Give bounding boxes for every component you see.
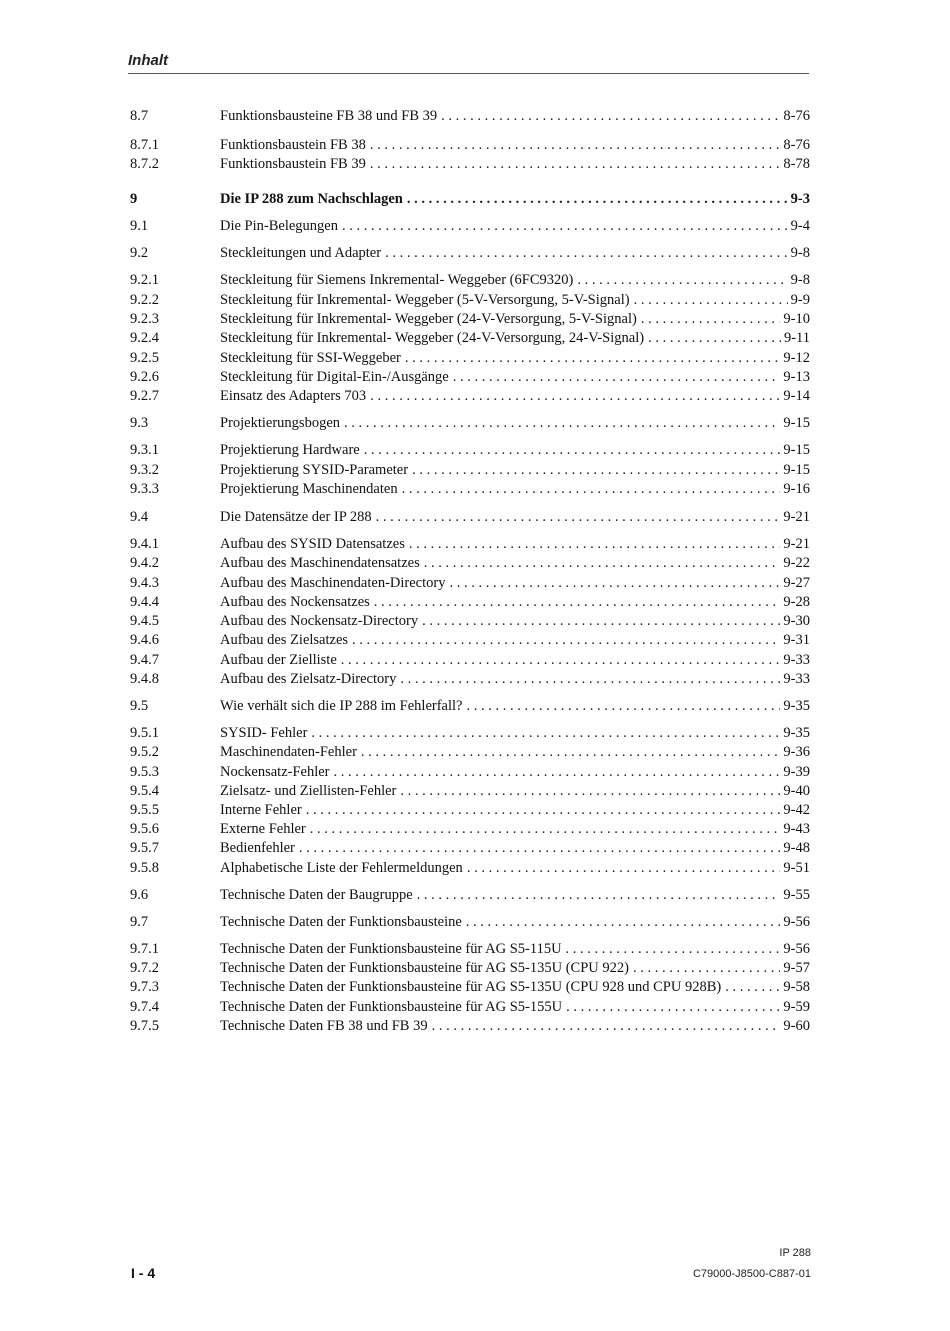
toc-entry-line <box>220 107 810 125</box>
toc-entry-title: Maschinendaten-Fehler <box>220 744 357 760</box>
toc-entry-page: 9-21 <box>783 509 810 525</box>
toc-entry-line <box>220 839 810 857</box>
toc-entry-page: 8-76 <box>783 137 810 153</box>
toc-entry-number: 8.7 <box>130 108 149 124</box>
toc-entry-line <box>220 190 810 208</box>
toc-entry-number: 9.3 <box>130 415 149 431</box>
toc-entry[interactable] <box>0 998 950 1016</box>
dot-leader <box>424 554 781 572</box>
toc-entry[interactable] <box>0 244 950 262</box>
toc-entry-number: 9.4.7 <box>130 652 159 668</box>
toc-entry[interactable] <box>0 461 950 479</box>
dot-leader <box>566 998 780 1016</box>
toc-entry-number: 9.5 <box>130 698 149 714</box>
toc-entry-title: Alphabetische Liste der Fehlermeldungen <box>220 860 463 876</box>
toc-entry[interactable] <box>0 724 950 742</box>
dot-leader <box>400 782 780 800</box>
toc-entry[interactable] <box>0 697 950 715</box>
toc-entry[interactable] <box>0 651 950 669</box>
toc-entry-page: 9-55 <box>783 887 810 903</box>
toc-entry-title: Projektierungsbogen <box>220 415 341 431</box>
toc-entry-title: Steckleitung für Inkremental- Weggeber (24-V-Versorgung, 5-V-Signal) <box>220 311 637 327</box>
toc-entry-title: Projektierung Hardware <box>220 442 360 458</box>
product-name: IP 288 <box>779 1247 811 1259</box>
toc-entry-number: 9.7.1 <box>130 941 159 957</box>
toc-entry[interactable] <box>0 574 950 592</box>
toc-entry-title: Funktionsbaustein FB 39 <box>220 156 366 172</box>
footer-identifier <box>693 1243 811 1285</box>
dot-leader <box>361 743 781 761</box>
toc-entry-number: 9.3.1 <box>130 442 159 458</box>
toc-entry-title: Funktionsbaustein FB 38 <box>220 137 366 153</box>
dot-leader <box>417 886 781 904</box>
toc-entry[interactable] <box>0 886 950 904</box>
toc-entry-line <box>220 329 810 347</box>
toc-entry-number: 9.4.2 <box>130 555 159 571</box>
toc-entry-number: 9.2.6 <box>130 369 159 385</box>
toc-entry-number: 9.4.3 <box>130 575 159 591</box>
toc-entry-number: 9.2.4 <box>130 330 159 346</box>
toc-entry-line <box>220 508 810 526</box>
toc-entry-number: 9.3.3 <box>130 481 159 497</box>
dot-leader <box>432 1017 781 1035</box>
toc-entry-line <box>220 612 810 630</box>
toc-entry[interactable] <box>0 940 950 958</box>
toc-entry-line <box>220 940 810 958</box>
toc-entry[interactable] <box>0 155 950 173</box>
toc-entry-title: Aufbau des Nockensatz-Directory <box>220 613 419 629</box>
toc-entry-title: Technische Daten der Funktionsbausteine für AG S5-135U (CPU 928 und CPU 928B) <box>220 979 722 995</box>
toc-entry-page: 9-40 <box>783 783 810 799</box>
toc-entry[interactable] <box>0 859 950 877</box>
toc-entry-number: 9.5.7 <box>130 840 159 856</box>
toc-entry-title: Technische Daten der Baugruppe <box>220 887 413 903</box>
toc-entry-line <box>220 820 810 838</box>
toc-entry-title: SYSID- Fehler <box>220 725 308 741</box>
toc-entry-page: 9-39 <box>783 764 810 780</box>
toc-entry-title: Wie verhält sich die IP 288 im Fehlerfall? <box>220 698 463 714</box>
dot-leader <box>634 291 788 309</box>
toc-entry-line <box>220 670 810 688</box>
toc-entry[interactable] <box>0 508 950 526</box>
toc-entry-line <box>220 913 810 931</box>
toc-entry[interactable] <box>0 441 950 459</box>
dot-leader <box>441 107 780 125</box>
toc-entry-page: 9-11 <box>783 330 810 346</box>
toc-entry-page: 9-35 <box>783 698 810 714</box>
toc-entry[interactable] <box>0 670 950 688</box>
toc-entry-title: Einsatz des Adapters 703 <box>220 388 367 404</box>
toc-entry-page: 9-4 <box>790 218 810 234</box>
toc-entry-title: Aufbau des Maschinendaten-Directory <box>220 575 446 591</box>
toc-entry-page: 9-16 <box>783 481 810 497</box>
toc-entry-page: 9-9 <box>790 292 810 308</box>
toc-entry-line <box>220 155 810 173</box>
toc-entry-line <box>220 801 810 819</box>
toc-entry-page: 9-8 <box>790 245 810 261</box>
dot-leader <box>376 508 781 526</box>
toc-entry-page: 9-10 <box>783 311 810 327</box>
toc-entry-number: 9.4.6 <box>130 632 159 648</box>
toc-entry[interactable] <box>0 368 950 386</box>
dot-leader <box>633 959 780 977</box>
toc-entry-title: Technische Daten FB 38 und FB 39 <box>220 1018 428 1034</box>
header-rule <box>128 73 809 74</box>
toc-entry[interactable] <box>0 329 950 347</box>
toc-entry-number: 9.2 <box>130 245 149 261</box>
toc-entry-page: 9-15 <box>783 415 810 431</box>
toc-entry-page: 9-31 <box>783 632 810 648</box>
toc-entry-title: Aufbau des Maschinendatensatzes <box>220 555 420 571</box>
toc-entry-title: Bedienfehler <box>220 840 295 856</box>
dot-leader <box>342 217 788 235</box>
dot-leader <box>566 940 781 958</box>
toc-entry-title: Steckleitungen und Adapter <box>220 245 382 261</box>
dot-leader <box>577 271 787 289</box>
toc-entry[interactable] <box>0 743 950 761</box>
toc-entry-page: 9-15 <box>783 442 810 458</box>
toc-entry-page: 9-58 <box>783 979 810 995</box>
toc-entry-title: Steckleitung für Inkremental- Weggeber (24-V-Versorgung, 24-V-Signal) <box>220 330 645 346</box>
toc-entry-number: 9.4.4 <box>130 594 159 610</box>
dot-leader <box>341 651 781 669</box>
toc-entry-line <box>220 978 810 996</box>
toc-entry-title: Aufbau der Zielliste <box>220 652 337 668</box>
toc-entry-page: 9-56 <box>783 941 810 957</box>
toc-entry-number: 9.7.2 <box>130 960 159 976</box>
toc-entry-line <box>220 631 810 649</box>
dot-leader <box>725 978 780 996</box>
toc-entry-line <box>220 1017 810 1035</box>
dot-leader <box>344 414 780 432</box>
toc-entry-title: Aufbau des Nockensatzes <box>220 594 370 610</box>
toc-entry-number: 9.6 <box>130 887 149 903</box>
toc-entry-page: 9-8 <box>790 272 810 288</box>
toc-entry[interactable] <box>0 387 950 405</box>
dot-leader <box>449 574 780 592</box>
toc-entry-line <box>220 959 810 977</box>
toc-entry[interactable] <box>0 839 950 857</box>
toc-entry-number: 9.7.5 <box>130 1018 159 1034</box>
toc-entry-page: 9-3 <box>790 191 810 207</box>
toc-entry-title: Steckleitung für SSI-Weggeber <box>220 350 401 366</box>
dot-leader <box>422 612 780 630</box>
toc-entry[interactable] <box>0 107 950 125</box>
toc-entry-title: Technische Daten der Funktionsbausteine <box>220 914 462 930</box>
toc-entry[interactable] <box>0 414 950 432</box>
toc-entry-page: 9-36 <box>783 744 810 760</box>
dot-leader <box>405 349 781 367</box>
toc-entry[interactable] <box>0 782 950 800</box>
toc-entry-line <box>220 136 810 154</box>
toc-entry-page: 9-60 <box>783 1018 810 1034</box>
toc-entry-line <box>220 291 810 309</box>
toc-entry-line <box>220 387 810 405</box>
toc-entry-title: Externe Fehler <box>220 821 306 837</box>
toc-entry-title: Die Datensätze der IP 288 <box>220 509 372 525</box>
toc-entry-number: 9.4.5 <box>130 613 159 629</box>
toc-entry-page: 9-59 <box>783 999 810 1015</box>
toc-entry-page: 9-51 <box>783 860 810 876</box>
dot-leader <box>364 441 781 459</box>
toc-entry[interactable] <box>0 217 950 235</box>
toc-entry-number: 9.4.1 <box>130 536 159 552</box>
toc-entry-number: 9.5.1 <box>130 725 159 741</box>
toc-entry-page: 9-27 <box>783 575 810 591</box>
toc-entry-page: 9-42 <box>783 802 810 818</box>
toc-entry-title: Aufbau des SYSID Datensatzes <box>220 536 405 552</box>
toc-entry-title: Projektierung SYSID-Parameter <box>220 462 409 478</box>
toc-entry-line <box>220 651 810 669</box>
toc-entry-title: Steckleitung für Siemens Inkremental- Weggeber (6FC9320) <box>220 272 574 288</box>
toc-entry-number: 9 <box>130 191 138 207</box>
toc-entry[interactable] <box>0 820 950 838</box>
dot-leader <box>370 155 781 173</box>
toc-entry-line <box>220 743 810 761</box>
toc-entry-number: 9.5.8 <box>130 860 159 876</box>
toc-entry[interactable] <box>0 801 950 819</box>
toc-entry-line <box>220 271 810 289</box>
toc-entry[interactable] <box>0 136 950 154</box>
toc-entry-page: 9-33 <box>783 652 810 668</box>
toc-entry[interactable] <box>0 190 950 208</box>
toc-entry-line <box>220 554 810 572</box>
toc-entry-title: Zielsatz- und Ziellisten-Fehler <box>220 783 397 799</box>
dot-leader <box>306 801 781 819</box>
toc-entry-number: 8.7.2 <box>130 156 159 172</box>
toc-entry-page: 9-57 <box>783 960 810 976</box>
toc-entry[interactable] <box>0 612 950 630</box>
toc-entry[interactable] <box>0 959 950 977</box>
toc-entry[interactable] <box>0 978 950 996</box>
toc-entry-number: 9.2.7 <box>130 388 159 404</box>
toc-entry-title: Technische Daten der Funktionsbausteine für AG S5-155U <box>220 999 563 1015</box>
toc-entry-number: 9.5.2 <box>130 744 159 760</box>
toc-entry-page: 9-28 <box>783 594 810 610</box>
toc-entry-line <box>220 998 810 1016</box>
dot-leader <box>453 368 781 386</box>
toc-entry-title: Die IP 288 zum Nachschlagen <box>220 191 403 207</box>
toc-entry-number: 9.2.1 <box>130 272 159 288</box>
dot-leader <box>641 310 781 328</box>
toc-entry-number: 9.5.5 <box>130 802 159 818</box>
toc-entry[interactable] <box>0 593 950 611</box>
toc-entry-line <box>220 886 810 904</box>
toc-entry-page: 9-56 <box>783 914 810 930</box>
toc-entry[interactable] <box>0 631 950 649</box>
dot-leader <box>467 859 781 877</box>
toc-entry-page: 9-21 <box>783 536 810 552</box>
toc-entry-line <box>220 480 810 498</box>
page-header-title: Inhalt <box>128 52 168 69</box>
toc-entry-title: Aufbau des Zielsatz-Directory <box>220 671 397 687</box>
dot-leader <box>352 631 780 649</box>
toc-entry-number: 9.7.3 <box>130 979 159 995</box>
toc-entry-number: 9.5.6 <box>130 821 159 837</box>
toc-entry-number: 9.7.4 <box>130 999 159 1015</box>
dot-leader <box>407 190 788 208</box>
dot-leader <box>412 461 780 479</box>
toc-entry-page: 9-35 <box>783 725 810 741</box>
dot-leader <box>648 329 781 347</box>
dot-leader <box>299 839 781 857</box>
toc-entry-page: 8-78 <box>783 156 810 172</box>
toc-entry-line <box>220 414 810 432</box>
toc-entry-line <box>220 763 810 781</box>
toc-entry-title: Nockensatz-Fehler <box>220 764 330 780</box>
toc-entry[interactable] <box>0 913 950 931</box>
toc-entry-line <box>220 782 810 800</box>
toc-entry-line <box>220 217 810 235</box>
toc-entry-line <box>220 859 810 877</box>
toc-entry-title: Interne Fehler <box>220 802 302 818</box>
toc-entry-line <box>220 697 810 715</box>
toc-entry-page: 9-22 <box>783 555 810 571</box>
toc-entry-page: 9-48 <box>783 840 810 856</box>
toc-entry-page: 9-43 <box>783 821 810 837</box>
dot-leader <box>334 763 781 781</box>
dot-leader <box>311 724 780 742</box>
toc-entry[interactable] <box>0 1017 950 1035</box>
toc-entry-line <box>220 724 810 742</box>
dot-leader <box>409 535 781 553</box>
dot-leader <box>370 387 780 405</box>
toc-entry-page: 8-76 <box>783 108 810 124</box>
dot-leader <box>467 697 781 715</box>
toc-entry-title: Technische Daten der Funktionsbausteine für AG S5-115U <box>220 941 562 957</box>
toc-entry-number: 9.4.8 <box>130 671 159 687</box>
toc-entry-number: 9.1 <box>130 218 149 234</box>
toc-entry-number: 9.2.3 <box>130 311 159 327</box>
page-number: I - 4 <box>131 1265 156 1281</box>
toc-entry-page: 9-13 <box>783 369 810 385</box>
toc-entry-number: 9.5.4 <box>130 783 159 799</box>
dot-leader <box>374 593 781 611</box>
toc-entry-line <box>220 349 810 367</box>
toc-entry[interactable] <box>0 349 950 367</box>
toc-entry-title: Steckleitung für Inkremental- Weggeber (5-V-Versorgung, 5-V-Signal) <box>220 292 630 308</box>
toc-entry-line <box>220 461 810 479</box>
dot-leader <box>466 913 781 931</box>
toc-entry-page: 9-14 <box>783 388 810 404</box>
toc-entry-number: 9.2.2 <box>130 292 159 308</box>
toc-entry-line <box>220 441 810 459</box>
toc-entry-number: 8.7.1 <box>130 137 159 153</box>
toc-entry-line <box>220 244 810 262</box>
toc-entry-page: 9-15 <box>783 462 810 478</box>
toc-entry[interactable] <box>0 480 950 498</box>
toc-entry[interactable] <box>0 763 950 781</box>
toc-entry-number: 9.7 <box>130 914 149 930</box>
toc-entry-title: Funktionsbausteine FB 38 und FB 39 <box>220 108 438 124</box>
toc-entry-number: 9.3.2 <box>130 462 159 478</box>
dot-leader <box>402 480 781 498</box>
toc-entry-title: Aufbau des Zielsatzes <box>220 632 349 648</box>
toc-entry-line <box>220 593 810 611</box>
toc-entry-title: Steckleitung für Digital-Ein-/Ausgänge <box>220 369 449 385</box>
order-number: C79000-J8500-C887-01 <box>692 1268 811 1280</box>
toc-entry[interactable] <box>0 554 950 572</box>
toc-entry[interactable] <box>0 271 950 289</box>
toc-entry-title: Projektierung Maschinendaten <box>220 481 398 497</box>
dot-leader <box>310 820 781 838</box>
dot-leader <box>400 670 780 688</box>
toc-entry-title: Technische Daten der Funktionsbausteine für AG S5-135U (CPU 922) <box>220 960 629 976</box>
toc-entry-page: 9-30 <box>783 613 810 629</box>
dot-leader <box>385 244 788 262</box>
toc-entry[interactable] <box>0 535 950 553</box>
toc-entry-number: 9.4 <box>130 509 149 525</box>
toc-entry-line <box>220 310 810 328</box>
toc-entry-page: 9-12 <box>783 350 810 366</box>
toc-entry-line <box>220 574 810 592</box>
toc-entry-line <box>220 368 810 386</box>
toc-entry-title: Die Pin-Belegungen <box>220 218 338 234</box>
toc-entry-number: 9.2.5 <box>130 350 159 366</box>
toc-entry-number: 9.5.3 <box>130 764 159 780</box>
toc-entry-page: 9-33 <box>783 671 810 687</box>
dot-leader <box>370 136 781 154</box>
toc-entry-line <box>220 535 810 553</box>
toc-entry[interactable] <box>0 291 950 309</box>
toc-entry[interactable] <box>0 310 950 328</box>
